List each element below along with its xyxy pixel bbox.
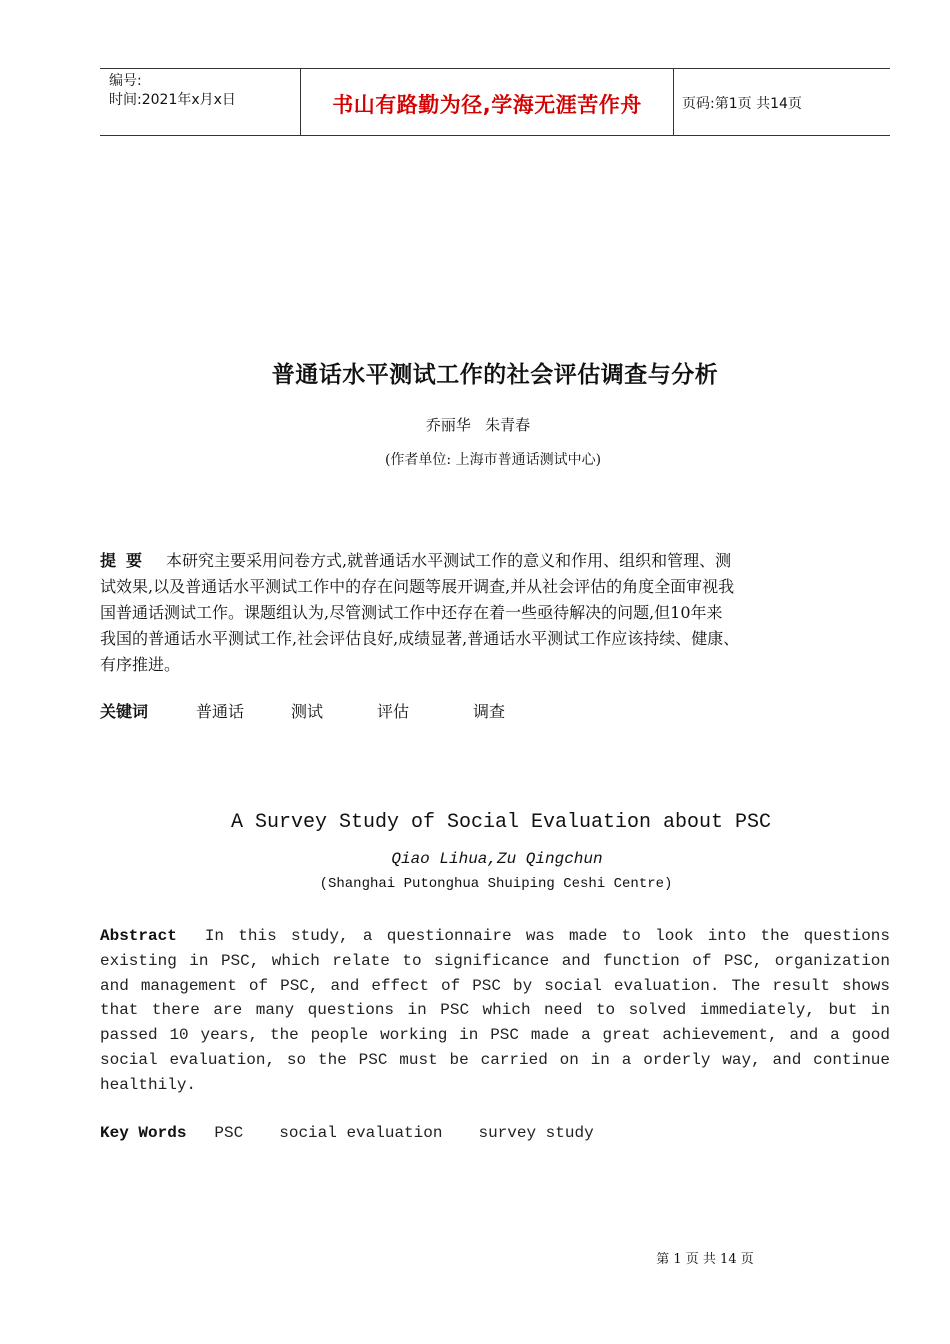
authors-en: Qiao Lihua,Zu Qingchun: [391, 850, 603, 868]
keyword-cn: 评估: [377, 702, 410, 721]
abstract-en-label: Abstract: [100, 927, 177, 945]
number-label: 编号:: [109, 73, 142, 89]
header-motto-cell: [301, 69, 674, 135]
affiliation-en: (Shanghai Putonghua Shuiping Ceshi Centre): [319, 876, 673, 892]
abstract-cn-line: 有序推进。: [100, 655, 181, 674]
abstract-cn-line: 试效果,以及普通话水平测试工作中的存在问题等展开调查,并从社会评估的角度全面审视我: [100, 577, 735, 596]
keyword-cn: 普通话: [196, 702, 245, 721]
abstract-cn-line: 提要 本研究主要采用问卷方式,就普通话水平测试工作的意义和作用、组织和管理、测: [100, 551, 732, 570]
page-header: [100, 68, 890, 136]
header-page-cell: [674, 69, 890, 135]
abstract-cn-line: 国普通话测试工作。课题组认为,尽管测试工作中还存在着一些亟待解决的问题,但10年来: [100, 603, 723, 622]
keyword-en: PSC: [214, 1124, 244, 1142]
header-page-info: 页码:第1页 共14页: [682, 96, 802, 112]
abstract-cn: [100, 548, 908, 678]
abstract-en-line: social evaluation, so the PSC must be carried on in a orderly way, and continue: [100, 1050, 890, 1069]
abstract-en-line: existing in PSC, which relate to significance and function of PSC, organization: [100, 951, 890, 970]
keyword-en: survey study: [478, 1124, 594, 1142]
keyword-cn: 测试: [291, 702, 324, 721]
keywords-en-label: Key Words: [100, 1124, 187, 1142]
motto: 书山有路勤为径,学海无涯苦作舟: [332, 93, 642, 117]
abstract-en: [100, 924, 890, 1098]
abstract-en-line: that there are many questions in PSC which need to solved immediately, but in: [100, 1001, 890, 1020]
authors-cn: 乔丽华 朱青春: [425, 416, 531, 434]
abstract-cn-label: 提要: [100, 551, 153, 570]
abstract-en-line: healthily.: [100, 1075, 197, 1094]
time-label: 时间:2021年x月x日: [109, 92, 236, 108]
keywords-en: [100, 1124, 630, 1142]
header-meta-cell: [100, 69, 301, 135]
keywords-cn: [100, 699, 505, 722]
keyword-cn: 调查: [473, 702, 506, 721]
abstract-cn-line: 我国的普通话水平测试工作,社会评估良好,成绩显著,普通话水平测试工作应该持续、健康、: [100, 629, 740, 648]
keyword-en: social evaluation: [279, 1124, 443, 1142]
abstract-en-line: passed 10 years, the people working in PSC made a great achievement, and a good: [100, 1026, 890, 1045]
affiliation-cn: (作者单位: 上海市普通话测试中心): [384, 452, 602, 468]
abstract-en-line: Abstract In this study, a questionnaire was made to look into the questions: [100, 927, 890, 945]
paper-title-en: A Survey Study of Social Evaluation about PSC: [230, 811, 772, 834]
paper-title-cn: 普通话水平测试工作的社会评估调查与分析: [271, 362, 719, 388]
page-footer: 第 1 页 共 14 页: [656, 1252, 754, 1267]
keywords-cn-label: 关键词: [100, 702, 149, 721]
abstract-en-line: and management of PSC, and effect of PSC by social evaluation. The result shows: [100, 976, 890, 995]
